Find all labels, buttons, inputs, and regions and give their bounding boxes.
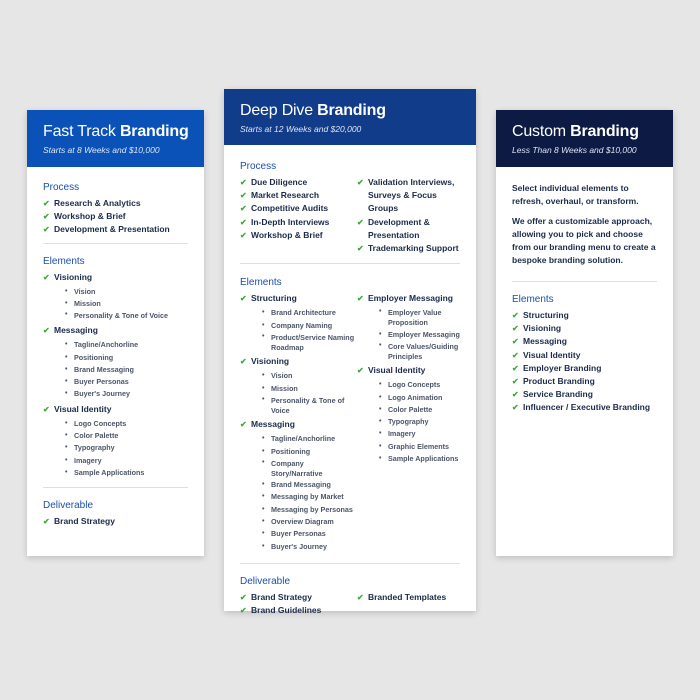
sub-item bbox=[54, 455, 188, 467]
card-title: Custom Branding bbox=[512, 123, 639, 140]
sub-item-label: Brand Messaging bbox=[74, 364, 134, 374]
item-label: Service Branding bbox=[523, 389, 593, 400]
sub-item-label: Company Naming bbox=[271, 320, 333, 330]
card-subtitle: Starts at 12 Weeks and $20,000 bbox=[240, 124, 362, 134]
sub-list bbox=[54, 286, 188, 322]
sub-item bbox=[368, 416, 460, 428]
check-item bbox=[512, 309, 657, 322]
process-list bbox=[43, 197, 188, 237]
bullet-icon: • bbox=[262, 309, 265, 317]
deep-dive-body bbox=[224, 161, 476, 617]
check-item bbox=[240, 604, 357, 617]
sub-item-label: Buyer's Journey bbox=[271, 541, 328, 551]
sub-item bbox=[251, 528, 357, 540]
sub-item bbox=[368, 404, 460, 416]
sub-item bbox=[251, 516, 357, 528]
checkmark-icon: ✔ bbox=[43, 199, 50, 208]
check-item bbox=[512, 362, 657, 375]
custom-body bbox=[496, 182, 673, 415]
bullet-icon: • bbox=[378, 308, 382, 316]
sub-item-label: Personality & Tone of Voice bbox=[74, 311, 168, 321]
sub-item bbox=[368, 307, 460, 328]
sub-item-label: Vision bbox=[271, 371, 293, 381]
sub-item bbox=[54, 364, 188, 376]
divider bbox=[512, 281, 657, 282]
check-item bbox=[240, 189, 357, 202]
check-item bbox=[43, 210, 188, 223]
checkmark-icon: ✔ bbox=[512, 324, 519, 334]
check-item bbox=[357, 591, 460, 604]
check-item bbox=[240, 292, 357, 353]
item-label: Visioning bbox=[54, 271, 93, 282]
item-label: Trademarking Support bbox=[367, 243, 459, 254]
sub-item-label: Company Story/Narrative bbox=[271, 458, 323, 478]
bullet-icon: • bbox=[378, 442, 382, 450]
checkmark-icon: ✔ bbox=[512, 403, 519, 413]
checkmark-icon: ✔ bbox=[512, 337, 519, 347]
sub-item-label: Positioning bbox=[271, 446, 311, 456]
check-item bbox=[357, 216, 460, 242]
item-label: Branded Templates bbox=[367, 591, 447, 602]
bullet-icon: • bbox=[262, 518, 265, 526]
elements-title: Elements bbox=[43, 255, 85, 267]
checkmark-icon: ✔ bbox=[43, 517, 50, 527]
deliverable-list bbox=[43, 515, 188, 528]
bullet-icon: • bbox=[65, 456, 68, 464]
item-label: Development & Presentation bbox=[54, 224, 170, 235]
sub-item-label: Logo Animation bbox=[387, 392, 443, 402]
bullet-icon: • bbox=[262, 333, 265, 341]
sub-item-label: Imagery bbox=[387, 429, 416, 439]
sub-item-label: Buyer Personas bbox=[74, 377, 129, 387]
bullet-icon: • bbox=[378, 455, 382, 463]
check-item bbox=[512, 335, 657, 348]
deliverable-list-right bbox=[357, 591, 460, 617]
sub-list bbox=[251, 307, 357, 353]
sub-item-label: Color Palette bbox=[387, 404, 433, 414]
check-item bbox=[240, 202, 357, 215]
item-label: Visual Identity bbox=[523, 349, 581, 360]
sub-item bbox=[54, 430, 188, 442]
sub-item-label: Buyer's Journey bbox=[74, 389, 131, 399]
check-item bbox=[240, 355, 357, 416]
bullet-icon: • bbox=[65, 365, 68, 373]
fast-track-header bbox=[27, 110, 204, 167]
check-item bbox=[240, 216, 357, 229]
deliverable-title: Deliverable bbox=[43, 500, 94, 512]
deliverable-title: Deliverable bbox=[240, 575, 291, 587]
sub-item bbox=[251, 320, 357, 332]
bullet-icon: • bbox=[262, 321, 265, 329]
intro-text: Select individual elements to refresh, overhaul, or transform. bbox=[512, 183, 639, 206]
sub-list bbox=[54, 418, 188, 479]
sub-item bbox=[368, 453, 460, 465]
sub-item-label: Overview Diagram bbox=[271, 517, 334, 527]
bullet-icon: • bbox=[65, 390, 68, 398]
bullet-icon: • bbox=[262, 384, 265, 392]
item-label: Brand Strategy bbox=[54, 516, 115, 527]
bullet-icon: • bbox=[378, 381, 382, 389]
item-label: Employer Branding bbox=[523, 362, 602, 373]
divider bbox=[43, 487, 188, 488]
checkmark-icon: ✔ bbox=[240, 178, 247, 187]
bullet-icon: • bbox=[65, 353, 68, 361]
item-label: Research & Analytics bbox=[54, 198, 141, 208]
sub-list bbox=[368, 379, 460, 465]
sub-item bbox=[54, 376, 188, 388]
sub-item-label: Logo Concepts bbox=[387, 380, 441, 390]
check-item bbox=[43, 271, 188, 322]
check-item bbox=[240, 176, 357, 189]
check-item bbox=[43, 324, 188, 401]
sub-item bbox=[54, 418, 188, 430]
sub-item bbox=[251, 491, 357, 503]
checkmark-icon: ✔ bbox=[240, 204, 247, 214]
check-item bbox=[512, 388, 657, 401]
sub-item-label: Imagery bbox=[74, 455, 102, 465]
checkmark-icon: ✔ bbox=[512, 390, 519, 400]
sub-item bbox=[368, 441, 460, 453]
sub-item-label: Personality & Tone of Voice bbox=[271, 396, 345, 415]
check-item bbox=[512, 349, 657, 362]
checkmark-icon: ✔ bbox=[512, 377, 519, 387]
checkmark-icon: ✔ bbox=[356, 178, 364, 187]
item-label: Visual Identity bbox=[367, 365, 426, 376]
item-label: Competitive Audits bbox=[251, 203, 329, 214]
checkmark-icon: ✔ bbox=[512, 311, 519, 320]
sub-item bbox=[251, 458, 357, 479]
divider bbox=[240, 563, 460, 564]
intro-text-2: We offer a customizable approach, allowing you to pick and choose from our branding menu to create a bespoke branding solution. bbox=[512, 216, 656, 265]
check-item bbox=[357, 364, 460, 465]
bullet-icon: • bbox=[65, 469, 68, 477]
bullet-icon: • bbox=[262, 493, 265, 501]
elements-columns bbox=[240, 292, 460, 555]
sub-item bbox=[251, 433, 357, 445]
checkmark-icon: ✔ bbox=[240, 294, 247, 304]
item-label: Brand Strategy bbox=[251, 591, 312, 602]
sub-item bbox=[368, 428, 460, 440]
checkmark-icon: ✔ bbox=[43, 272, 50, 282]
card-subtitle: Less Than 8 Weeks and $10,000 bbox=[512, 145, 637, 155]
checkmark-icon: ✔ bbox=[43, 326, 50, 335]
custom-header bbox=[496, 110, 673, 167]
checkmark-icon: ✔ bbox=[356, 244, 364, 254]
sub-list bbox=[54, 339, 188, 400]
sub-list bbox=[251, 370, 357, 416]
sub-item bbox=[54, 310, 188, 322]
checkmark-icon: ✔ bbox=[240, 357, 247, 367]
sub-item bbox=[251, 395, 357, 416]
checkmark-icon: ✔ bbox=[356, 366, 364, 376]
sub-item bbox=[251, 307, 357, 319]
sub-item-label: Sample Applications bbox=[74, 468, 145, 478]
item-label: Structuring bbox=[251, 293, 297, 304]
sub-item-label: Product/Service Naming Roadmap bbox=[271, 333, 355, 352]
check-item bbox=[357, 176, 460, 216]
bullet-icon: • bbox=[378, 341, 382, 349]
deliverable-columns bbox=[240, 591, 460, 617]
elements-list-left bbox=[240, 292, 357, 555]
divider bbox=[240, 263, 460, 264]
check-item bbox=[240, 418, 357, 553]
bullet-icon: • bbox=[262, 505, 265, 513]
check-item bbox=[357, 242, 460, 255]
bullet-icon: • bbox=[262, 372, 265, 380]
sub-item-label: Graphic Elements bbox=[387, 441, 450, 451]
custom-card bbox=[496, 110, 673, 556]
sub-item bbox=[251, 383, 357, 395]
process-list-left bbox=[240, 176, 357, 255]
sub-item-label: Mission bbox=[74, 299, 101, 309]
sub-item-label: Core Values/Guiding Principles bbox=[387, 341, 459, 361]
process-title: Process bbox=[240, 161, 277, 172]
bullet-icon: • bbox=[65, 419, 68, 427]
check-item bbox=[240, 229, 357, 242]
bullet-icon: • bbox=[378, 393, 382, 401]
divider bbox=[43, 243, 188, 244]
elements-title: Elements bbox=[240, 277, 282, 289]
item-label: Development & Presentation bbox=[367, 216, 430, 240]
fast-track-body bbox=[27, 182, 204, 529]
item-label: Influencer / Executive Branding bbox=[523, 402, 651, 413]
elements-list bbox=[43, 271, 188, 480]
sub-item bbox=[54, 388, 188, 400]
item-label: Visioning bbox=[523, 323, 562, 334]
item-label: Structuring bbox=[523, 310, 569, 320]
checkmark-icon: ✔ bbox=[240, 230, 247, 240]
card-subtitle: Starts at 8 Weeks and $10,000 bbox=[43, 145, 160, 155]
item-label: Messaging bbox=[54, 325, 98, 335]
sub-item-label: Tagline/Anchorline bbox=[74, 340, 139, 350]
checkmark-icon: ✔ bbox=[240, 217, 247, 227]
sub-item-label: Typography bbox=[74, 443, 115, 453]
item-label: Product Branding bbox=[523, 376, 595, 387]
sub-item-label: Sample Applications bbox=[387, 454, 459, 464]
checkmark-icon: ✔ bbox=[356, 592, 364, 602]
item-label: Validation Interviews, Surveys & Focus Groups bbox=[367, 177, 455, 214]
sub-item bbox=[368, 392, 460, 404]
card-title: Fast Track Branding bbox=[43, 123, 189, 140]
bullet-icon: • bbox=[65, 300, 68, 308]
deep-dive-card bbox=[224, 89, 476, 616]
sub-item bbox=[368, 379, 460, 391]
checkmark-icon: ✔ bbox=[356, 294, 364, 304]
item-label: Due Diligence bbox=[251, 177, 308, 187]
checkmark-icon: ✔ bbox=[512, 363, 519, 373]
process-columns bbox=[240, 176, 460, 255]
sub-item-label: Logo Concepts bbox=[74, 418, 127, 428]
checkmark-icon: ✔ bbox=[240, 191, 247, 201]
bullet-icon: • bbox=[262, 458, 265, 466]
check-item bbox=[512, 401, 657, 414]
sub-list bbox=[368, 307, 460, 362]
bullet-icon: • bbox=[378, 405, 382, 413]
checkmark-icon: ✔ bbox=[240, 420, 247, 430]
sub-item-label: Buyer Personas bbox=[271, 529, 326, 539]
item-label: In-Depth Interviews bbox=[251, 216, 330, 227]
sub-item bbox=[251, 332, 357, 353]
bullet-icon: • bbox=[65, 444, 68, 452]
sub-item-label: Messaging by Market bbox=[271, 492, 344, 502]
bullet-icon: • bbox=[65, 311, 68, 319]
checkmark-icon: ✔ bbox=[356, 217, 364, 227]
sub-item-label: Positioning bbox=[74, 352, 114, 362]
bullet-icon: • bbox=[262, 435, 265, 443]
bullet-icon: • bbox=[65, 378, 68, 386]
elements-list-right bbox=[357, 292, 460, 555]
sub-item bbox=[54, 352, 188, 364]
sub-item bbox=[54, 467, 188, 479]
checkmark-icon: ✔ bbox=[43, 404, 50, 414]
card-title: Deep Dive Branding bbox=[240, 102, 386, 119]
item-label: Brand Guidelines bbox=[251, 605, 322, 616]
item-label: Market Research bbox=[251, 190, 320, 201]
bullet-icon: • bbox=[378, 418, 382, 426]
item-label: Workshop & Brief bbox=[54, 211, 126, 222]
sub-item bbox=[251, 504, 357, 516]
sub-item bbox=[251, 479, 357, 491]
fast-track-card bbox=[27, 110, 204, 556]
check-item bbox=[357, 292, 460, 362]
check-item bbox=[43, 197, 188, 210]
item-label: Messaging bbox=[523, 336, 567, 347]
bullet-icon: • bbox=[378, 330, 382, 338]
sub-item bbox=[54, 298, 188, 310]
sub-item bbox=[54, 339, 188, 351]
checkmark-icon: ✔ bbox=[512, 350, 519, 360]
sub-item-label: Brand Messaging bbox=[271, 480, 331, 490]
item-label: Messaging bbox=[251, 419, 295, 430]
check-item bbox=[43, 515, 188, 528]
sub-item bbox=[251, 541, 357, 553]
bullet-icon: • bbox=[262, 530, 265, 538]
sub-item-label: Vision bbox=[74, 286, 96, 296]
bullet-icon: • bbox=[378, 430, 382, 438]
sub-item-label: Employer Messaging bbox=[387, 329, 460, 339]
item-label: Employer Messaging bbox=[367, 293, 453, 304]
checkmark-icon: ✔ bbox=[240, 606, 247, 616]
bullet-icon: • bbox=[262, 396, 265, 403]
check-item bbox=[512, 322, 657, 335]
bullet-icon: • bbox=[65, 341, 68, 349]
bullet-icon: • bbox=[65, 432, 68, 440]
sub-item bbox=[368, 341, 460, 362]
item-label: Visioning bbox=[251, 356, 290, 367]
process-title: Process bbox=[43, 182, 80, 193]
sub-item-label: Tagline/Anchorline bbox=[271, 434, 336, 444]
check-item bbox=[512, 375, 657, 388]
sub-item bbox=[54, 286, 188, 298]
bullet-icon: • bbox=[65, 287, 68, 295]
checkmark-icon: ✔ bbox=[43, 225, 50, 235]
bullet-icon: • bbox=[262, 481, 265, 489]
bullet-icon: • bbox=[262, 447, 265, 455]
elements-list bbox=[512, 309, 657, 415]
sub-item-label: Messaging by Personas bbox=[271, 504, 353, 514]
sub-item-label: Mission bbox=[271, 383, 298, 393]
sub-item bbox=[368, 329, 460, 341]
deep-dive-header bbox=[224, 89, 476, 145]
sub-item-label: Color Palette bbox=[74, 431, 119, 441]
item-label: Workshop & Brief bbox=[251, 229, 323, 240]
sub-item-label: Employer Value Proposition bbox=[387, 308, 442, 328]
elements-title: Elements bbox=[512, 294, 554, 305]
check-item bbox=[240, 591, 357, 604]
checkmark-icon: ✔ bbox=[43, 212, 50, 222]
sub-item-label: Brand Architecture bbox=[271, 308, 336, 318]
sub-item bbox=[54, 442, 188, 454]
sub-list bbox=[251, 433, 357, 553]
check-item bbox=[43, 223, 188, 236]
sub-item bbox=[251, 370, 357, 382]
process-list-right bbox=[357, 176, 460, 255]
item-label: Visual Identity bbox=[54, 403, 112, 414]
deliverable-list-left bbox=[240, 591, 357, 617]
check-item bbox=[43, 403, 188, 480]
bullet-icon: • bbox=[262, 542, 265, 550]
checkmark-icon: ✔ bbox=[240, 592, 247, 602]
sub-item bbox=[251, 446, 357, 458]
sub-item-label: Typography bbox=[387, 417, 429, 427]
